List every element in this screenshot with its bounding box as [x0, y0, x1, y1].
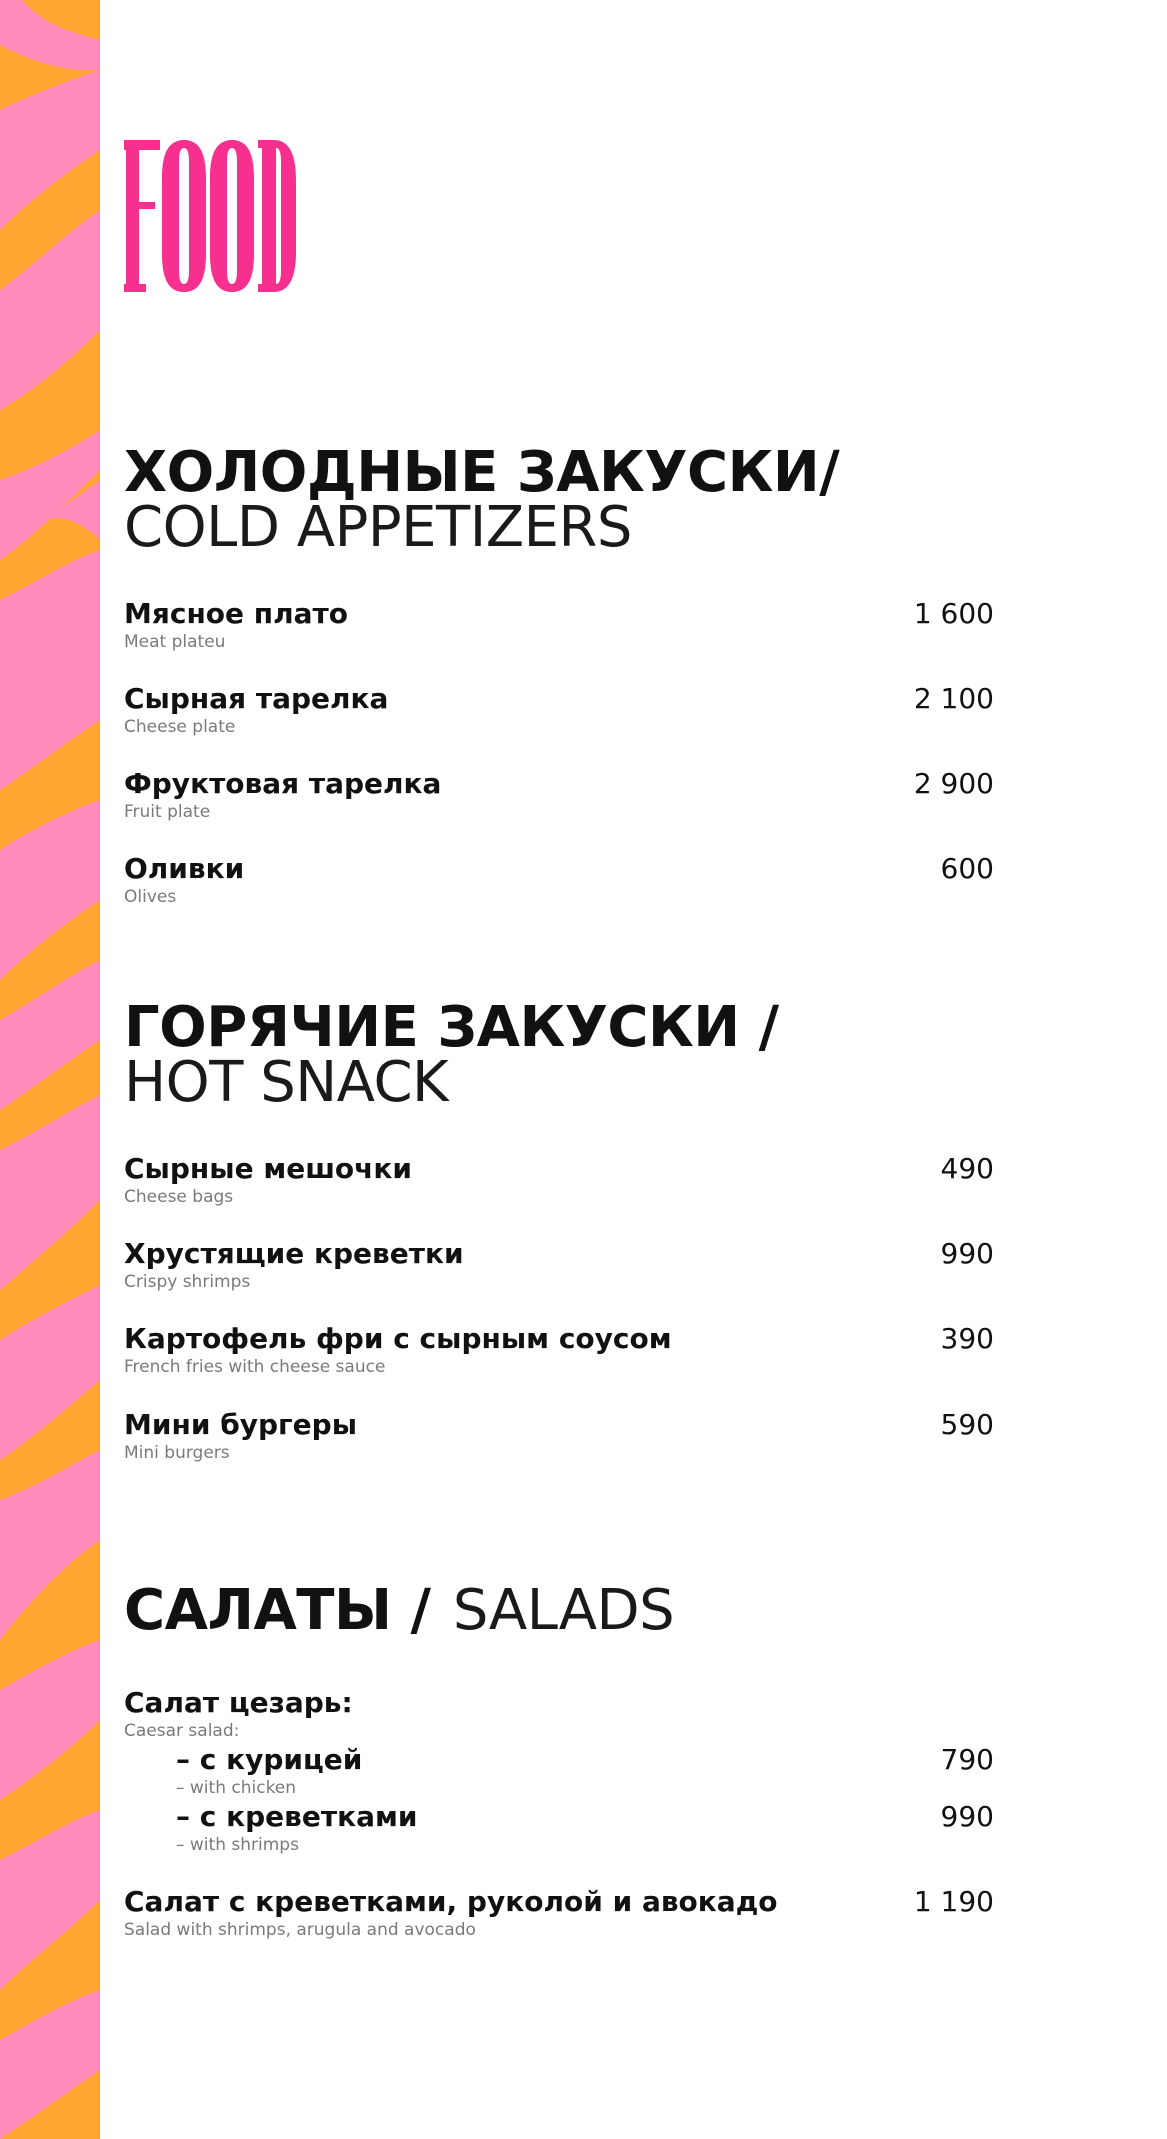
- item-name: Мясное плато: [124, 597, 348, 630]
- item-price: 2 900: [913, 767, 994, 800]
- item-name-en: Caesar salad:: [124, 1721, 240, 1741]
- section-title-en: HOT SNACK: [124, 1050, 449, 1115]
- option-name: – с курицей: [176, 1743, 363, 1776]
- menu-item-option: [176, 1743, 994, 1799]
- option-name-en: – with shrimps: [176, 1835, 299, 1855]
- item-name: Салат с креветками, руколой и авокадо: [124, 1885, 778, 1918]
- menu-item: [124, 1686, 994, 1742]
- item-name-en: Meat plateu: [124, 632, 226, 652]
- section-title-en: COLD APPETIZERS: [124, 495, 632, 560]
- menu-item: [124, 1408, 994, 1464]
- zebra-pattern: [0, 0, 100, 2139]
- option-price: 990: [940, 1800, 994, 1833]
- menu-item-option: [176, 1800, 994, 1856]
- item-name-en: Crispy shrimps: [124, 1272, 251, 1292]
- item-name: Фруктовая тарелка: [124, 767, 442, 800]
- food-logo: [124, 140, 296, 292]
- item-name: Оливки: [124, 852, 245, 885]
- menu-item: [124, 767, 994, 823]
- item-name-en: Cheese plate: [124, 717, 236, 737]
- menu-item: [124, 597, 994, 653]
- item-price: 390: [940, 1322, 994, 1355]
- item-name: Салат цезарь:: [124, 1686, 353, 1719]
- option-name: – с креветками: [176, 1800, 418, 1833]
- section-title-ru: ХОЛОДНЫЕ ЗАКУСКИ/: [124, 440, 840, 505]
- section-title-en: SALADS: [452, 1578, 675, 1643]
- item-price: 1 600: [913, 597, 994, 630]
- item-name: Сырные мешочки: [124, 1152, 413, 1185]
- item-price: 590: [940, 1408, 994, 1441]
- menu-item: [124, 1885, 994, 1941]
- section-title-cold-appetizers: [124, 440, 840, 560]
- food-logo-graphic: [124, 140, 296, 292]
- item-name-en: Olives: [124, 887, 177, 907]
- section-title-ru: ГОРЯЧИЕ ЗАКУСКИ /: [124, 995, 779, 1060]
- item-price: 990: [940, 1237, 994, 1270]
- section-title-ru: САЛАТЫ /: [124, 1578, 431, 1643]
- item-price: 1 190: [913, 1885, 994, 1918]
- item-name-en: French fries with cheese sauce: [124, 1357, 386, 1377]
- item-price: 2 100: [913, 682, 994, 715]
- section-title-hot-snack: [124, 995, 779, 1115]
- item-name: Мини бургеры: [124, 1408, 358, 1441]
- item-price: 490: [940, 1152, 994, 1185]
- item-name: Сырная тарелка: [124, 682, 389, 715]
- menu-item: [124, 682, 994, 738]
- item-name-en: Fruit plate: [124, 802, 211, 822]
- menu-item: [124, 1322, 994, 1378]
- option-name-en: – with chicken: [176, 1778, 297, 1798]
- option-price: 790: [940, 1743, 994, 1776]
- item-name-en: Mini burgers: [124, 1443, 230, 1463]
- decorative-stripe: [0, 0, 100, 2139]
- section-title-salads: [124, 1578, 675, 1643]
- menu-item: [124, 852, 994, 908]
- menu-item: [124, 1152, 994, 1208]
- item-name-en: Cheese bags: [124, 1187, 234, 1207]
- item-name: Хрустящие креветки: [124, 1237, 464, 1270]
- item-price: 600: [940, 852, 994, 885]
- menu-item: [124, 1237, 994, 1293]
- item-name: Картофель фри с сырным соусом: [124, 1322, 672, 1355]
- item-name-en: Salad with shrimps, arugula and avocado: [124, 1920, 476, 1940]
